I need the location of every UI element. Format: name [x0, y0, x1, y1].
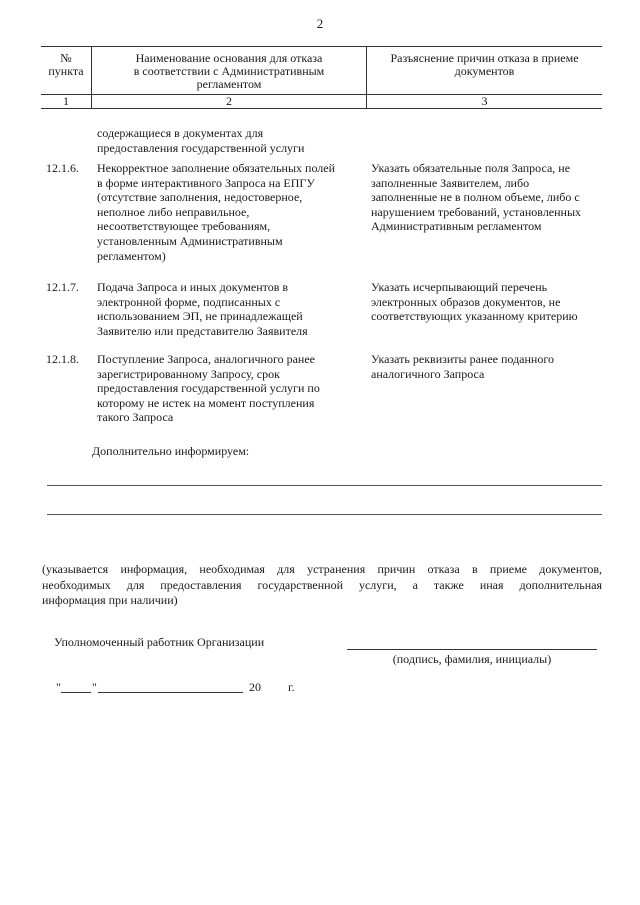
- explanation-line: Административным регламентом: [371, 219, 542, 234]
- date-day-blank: [61, 692, 91, 693]
- note-line: (указывается информация, необходимая для устранения причин отказа в приеме документов,: [42, 562, 602, 576]
- header-col-reason-line: Наименование основания для отказа: [135, 51, 323, 65]
- reason-line: в форме интерактивного Запроса на ЕПГУ: [97, 175, 315, 190]
- explanation-line: Указать реквизиты ранее поданного: [371, 352, 554, 366]
- continuation-line: предоставления государственной услуги: [97, 140, 305, 155]
- reason-line: Подача Запроса и иных документов в: [97, 280, 289, 294]
- date-close-quote: ": [92, 680, 97, 694]
- reason-line: (отсутствие заполнения, недостоверное,: [97, 190, 303, 205]
- header-number-3: 3: [481, 94, 488, 108]
- reason-line: Некорректное заполнение обязательных полей: [97, 161, 336, 175]
- reason-line: электронной форме, подписанных с: [97, 294, 281, 309]
- header-col-number: [41, 52, 91, 78]
- header-number-2: 2: [226, 94, 232, 108]
- reason-line: предоставления государственной услуги по: [97, 381, 320, 396]
- table-bottom-border: [41, 108, 602, 109]
- reason-line: установленным Административным: [97, 233, 283, 248]
- row-reason: [97, 161, 335, 263]
- note-line: информация при наличии): [42, 593, 178, 607]
- note-text: [42, 562, 602, 609]
- row-explanation: [371, 352, 554, 381]
- explanation-line: Указать исчерпывающий перечень: [371, 280, 548, 294]
- date-year-suffix: г.: [288, 680, 295, 694]
- additional-info-label: Дополнительно информируем:: [92, 444, 250, 458]
- header-col-reason-line: регламентом: [196, 77, 262, 91]
- explanation-line: аналогичного Запроса: [371, 366, 485, 381]
- explanation-line: нарушением требований, установленных: [371, 204, 582, 219]
- row-reason: [97, 280, 308, 338]
- reason-line: зарегистрированному Запросу, срок: [97, 366, 280, 381]
- table-top-border: [41, 46, 602, 47]
- continuation-text: [97, 126, 304, 155]
- signature-label: Уполномоченный работник Организации: [54, 635, 265, 649]
- continuation-line: содержащиеся в документах для: [97, 126, 264, 140]
- header-col-reason: [92, 52, 366, 91]
- row-number: 12.1.8.: [46, 352, 79, 366]
- reason-line: несоответствующее требованиям,: [97, 219, 271, 234]
- header-col-explanation-line: Разъяснение причин отказа в приеме: [390, 51, 579, 65]
- explanation-line: электронных образов документов, не: [371, 294, 561, 309]
- reason-line: Поступление Запроса, аналогичного ранее: [97, 352, 315, 366]
- reason-line: которому не истек на момент поступления: [97, 395, 315, 410]
- signature-caption: (подпись, фамилия, инициалы): [392, 652, 552, 666]
- reason-line: неполное либо неправильное,: [97, 204, 250, 219]
- explanation-line: заполненные не в полном объеме, либо с: [371, 190, 580, 205]
- fill-in-line: [47, 485, 602, 486]
- date-month-blank: [98, 692, 243, 693]
- explanation-line: заполненные Заявителем, либо: [371, 175, 530, 190]
- reason-line: Заявителю или представителю Заявителя: [97, 323, 308, 338]
- header-col-number-line: пункта: [48, 64, 84, 78]
- note-line: необходимых для предоставления государственной услуги, а также иная дополнительная: [42, 577, 602, 592]
- header-col-reason-line: в соответствии с Административным: [133, 64, 325, 78]
- reason-line: такого Запроса: [97, 410, 174, 425]
- reason-line: регламентом): [97, 248, 166, 263]
- header-col-number-line: №: [60, 51, 72, 65]
- header-number-1: 1: [63, 94, 69, 108]
- page-number: 2: [316, 16, 324, 31]
- explanation-line: Указать обязательные поля Запроса, не: [371, 161, 571, 175]
- date-open-quote: ": [56, 680, 61, 694]
- fill-in-line: [47, 514, 602, 515]
- signature-line: [347, 649, 597, 650]
- row-explanation: [371, 280, 578, 324]
- row-explanation: [371, 161, 581, 234]
- header-col-explanation-line: документов: [454, 64, 515, 78]
- date-year-prefix: 20: [249, 680, 261, 694]
- reason-line: использованием ЭП, не принадлежащей: [97, 309, 303, 324]
- header-col-explanation: [367, 52, 602, 78]
- explanation-line: соответствующих указанному критерию: [371, 309, 578, 324]
- row-reason: [97, 352, 320, 425]
- row-number: 12.1.6.: [46, 161, 79, 175]
- row-number: 12.1.7.: [46, 280, 79, 294]
